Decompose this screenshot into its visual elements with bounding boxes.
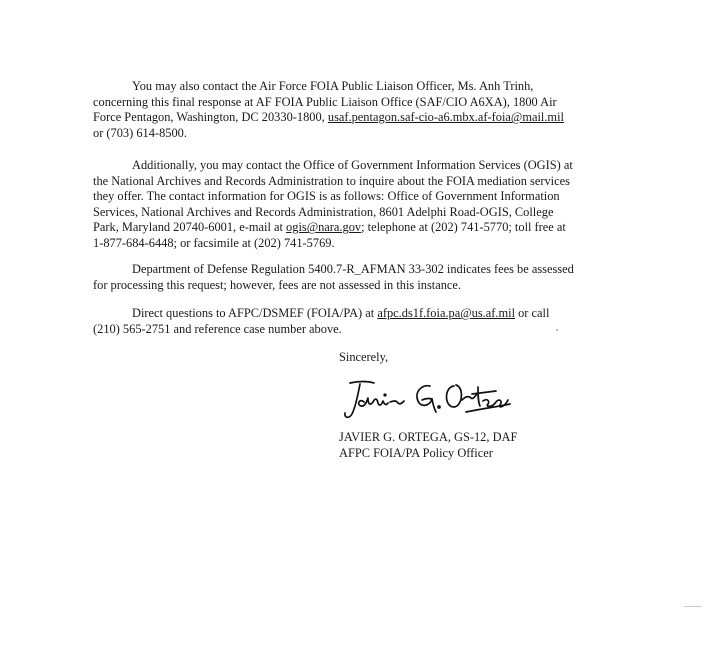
text-line xyxy=(93,110,613,126)
text-segment: or call xyxy=(515,306,550,320)
text-segment: Direct questions to AFPC/DSMEF (FOIA/PA) at xyxy=(132,306,378,320)
text-line: they offer. The contact information for OGIS is as follows: Office of Government Information xyxy=(93,189,560,204)
signer-name: JAVIER G. ORTEGA, GS-12, DAF xyxy=(339,430,518,444)
text-line: or (703) 614-8500. xyxy=(93,125,187,140)
text-line: You may also contact the Air Force FOIA Public Liaison Officer, Ms. Anh Trinh, xyxy=(132,79,534,93)
text-line: Additionally, you may contact the Office of Government Information Services (OGIS) at xyxy=(132,158,573,172)
paragraph-fees xyxy=(93,262,613,293)
paragraph-ogis xyxy=(93,158,613,252)
signer-block xyxy=(339,430,517,461)
foia-email-link[interactable]: usaf.pentagon.saf-cio-a6.mbx.af-foia@mail.mil xyxy=(327,110,564,125)
text-line: Services, National Archives and Records Administration, 8601 Adelphi Road-OGIS, College xyxy=(93,204,554,219)
paragraph-direct-questions xyxy=(93,306,613,337)
text-line xyxy=(93,306,613,322)
closing-salutation: Sincerely, xyxy=(339,350,389,364)
text-line: for processing this request; however, fees are not assessed in this instance. xyxy=(93,277,462,292)
handwritten-signature xyxy=(338,374,518,422)
afpc-email-link[interactable]: afpc.ds1f.foia.pa@us.af.mil xyxy=(377,306,516,320)
paragraph-public-liaison xyxy=(93,79,613,141)
text-segment: Force Pentagon, Washington, DC 20330-1800, xyxy=(93,110,328,125)
scan-mark xyxy=(684,606,702,607)
text-line: concerning this final response at AF FOIA Public Liaison Office (SAF/CIO A6XA), 1800 Air xyxy=(93,94,557,109)
text-line: 1-877-684-6448; or facsimile at (202) 741-5769. xyxy=(93,235,335,250)
text-line: (210) 565-2751 and reference case number above. xyxy=(93,321,342,336)
text-line: Department of Defense Regulation 5400.7-R_AFMAN 33-302 indicates fees be assessed xyxy=(132,262,574,276)
text-segment: Park, Maryland 20740-6001, e-mail at xyxy=(93,220,287,235)
scan-mark xyxy=(556,329,558,331)
signer-title: AFPC FOIA/PA Policy Officer xyxy=(339,445,493,460)
ogis-email-link[interactable]: ogis@nara.gov xyxy=(286,220,362,235)
text-line xyxy=(93,220,613,236)
text-segment: ; telephone at (202) 741-5770; toll free at xyxy=(361,220,566,235)
text-line: the National Archives and Records Administration to inquire about the FOIA mediation services xyxy=(93,173,570,188)
